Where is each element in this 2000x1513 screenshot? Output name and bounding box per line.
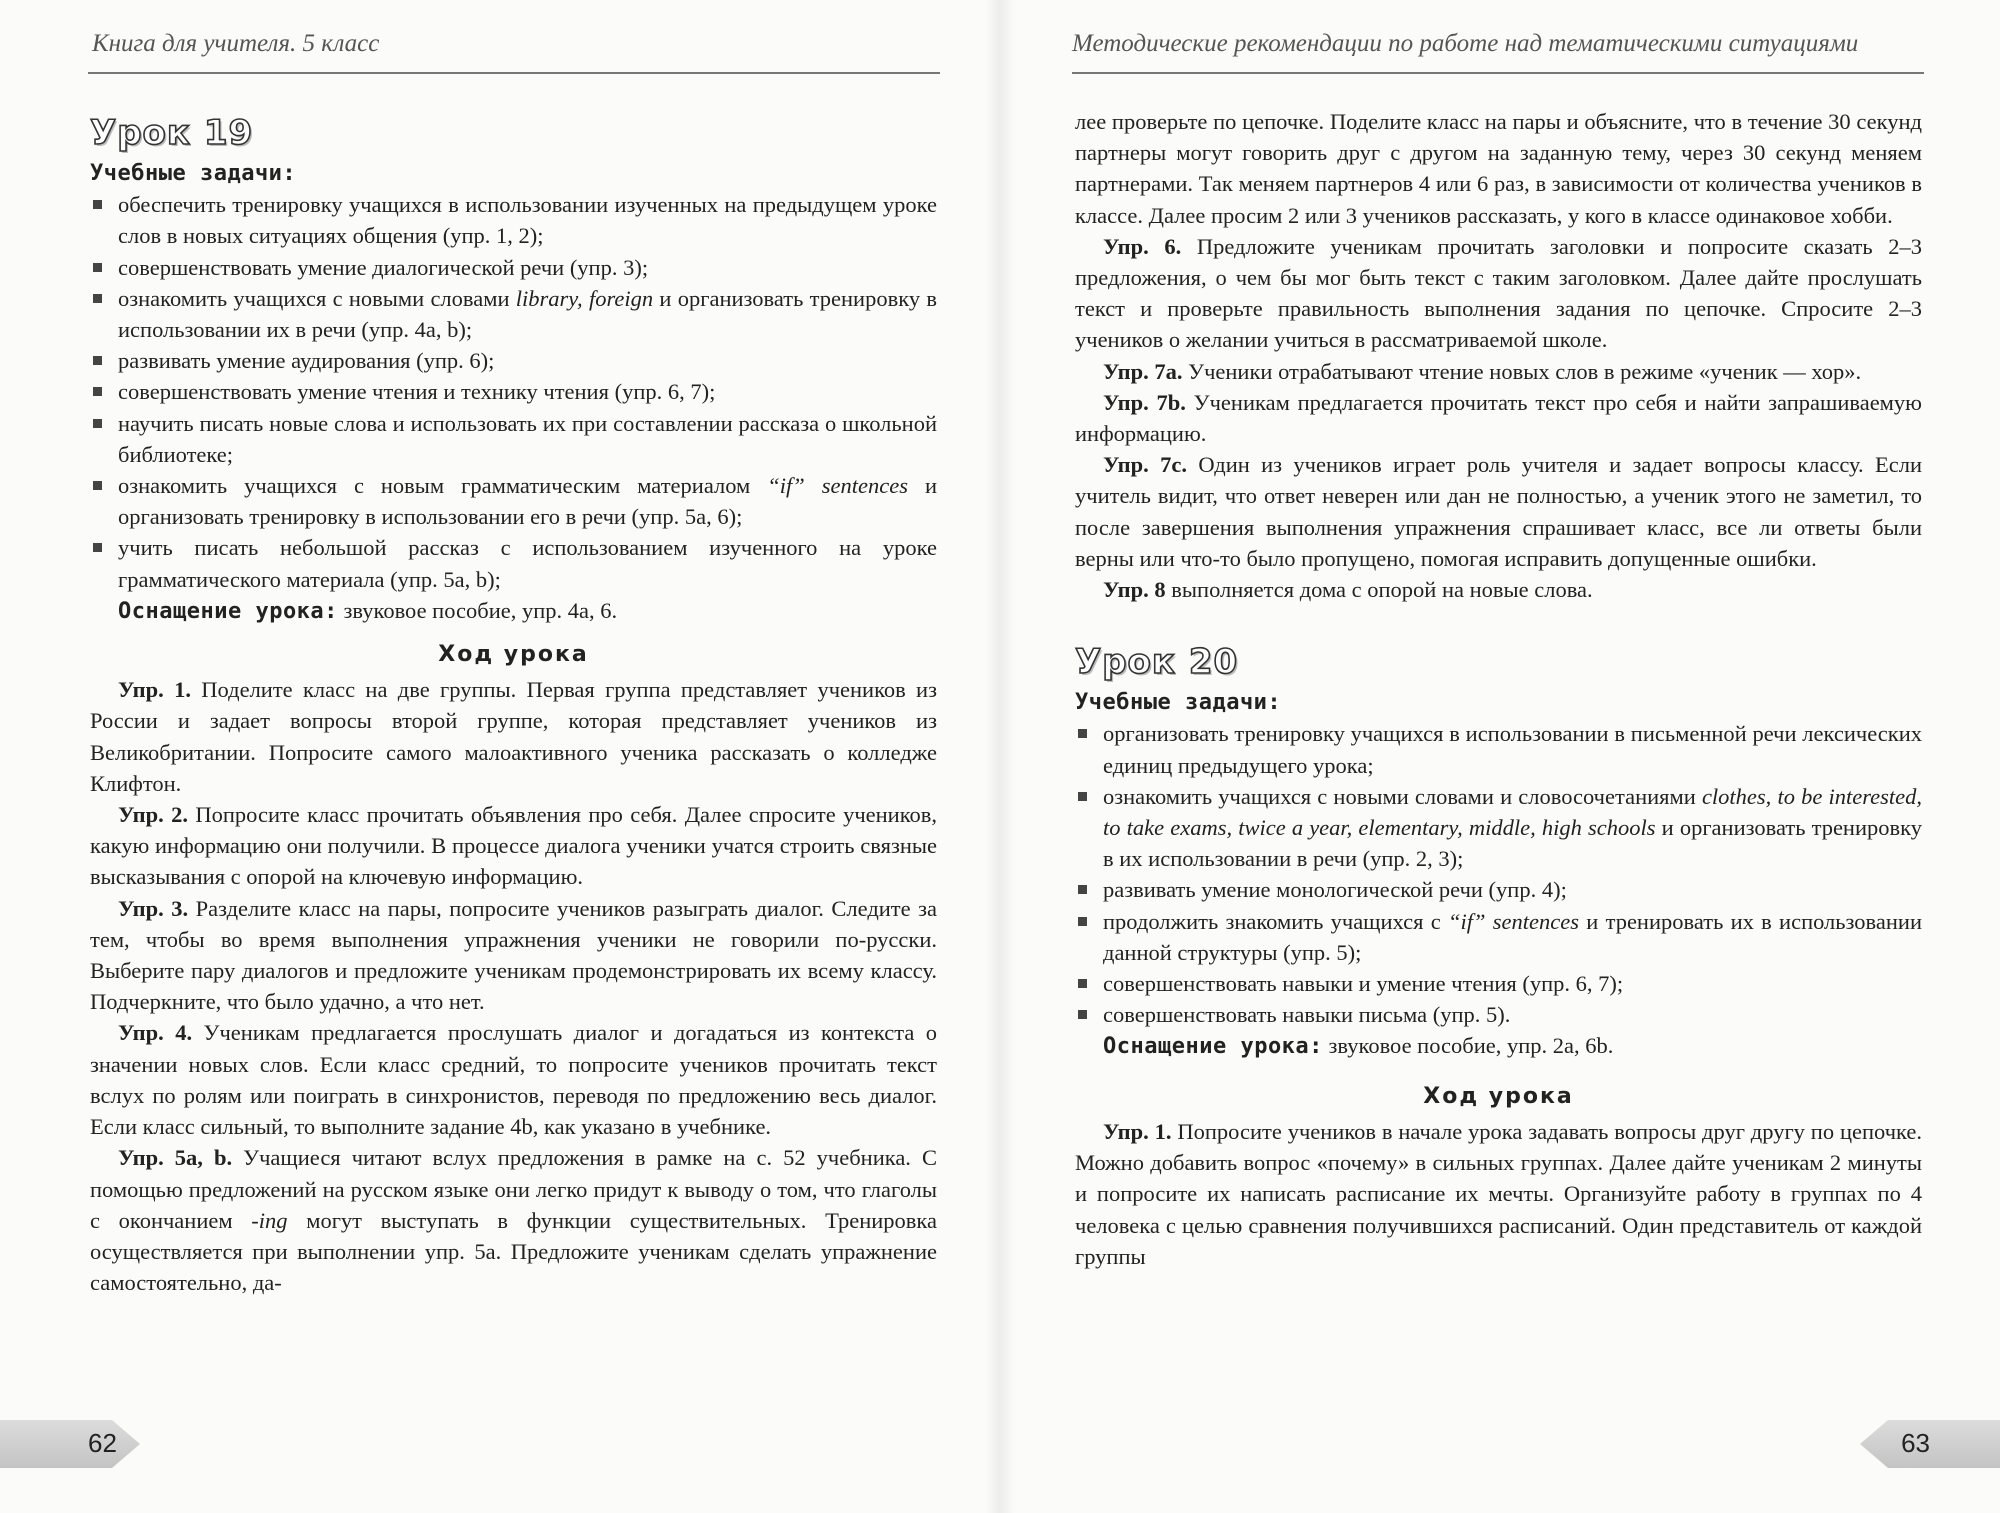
header-rule (1072, 72, 1924, 74)
tasks-label: Учебные задачи: (1075, 690, 1282, 716)
exercise-paragraph: Упр. 2. Попросите класс прочитать объявления про себя. Далее спросите учеников, какую информацию они получили. В процессе диалога ученики учатся строить связные высказывания с опорой на ключевую информацию. (90, 802, 937, 890)
page-number: 62 (88, 1428, 117, 1458)
exercise-paragraph: Упр. 3. Разделите класс на пары, попросите учеников разыграть диалог. Следите за тем, чтобы во время выполнения упражнения ученики не говорили по-русски. Выберите пару диалогов и предложите ученикам продемонстрировать их всему классу. Подчеркните, что было удачно, а что нет. (90, 895, 937, 1015)
list-item: ознакомить учащихся с новым грамматическим материалом “if” sentences и организовать тренировку в использовании его в речи (упр. 5а, 6); (90, 470, 937, 532)
exercise-paragraph: Упр. 7а. Ученики отрабатывают чтение новых слов в режиме «ученик — хор». (1103, 358, 1862, 384)
exercise-paragraph: Упр. 1. Попросите учеников в начале урока задавать вопросы друг другу по цепочке. Можно добавить вопрос «почему» в сильных группах. Далее дайте ученикам 2 минуты и попросите их написать расписание их мечты. Организуйте работу в группах по 4 человека с целью сравнения получившихся расписаний. Один представитель от каждой группы (1075, 1118, 1922, 1269)
list-item: совершенствовать навыки и умение чтения (упр. 6, 7); (1075, 968, 1922, 999)
exercise-paragraph: Упр. 4. Ученикам предлагается прослушать диалог и догадаться из контекста о значении новых слов. Если класс средний, то попросите учеников прочитать текст вслух по ролям или поиграть в синхронистов, переводя по предложению весь диалог. Если класс сильный, то выполните задание 4b, как указано в учебнике. (90, 1020, 937, 1140)
equipment-line: Оснащение урока: звуковое пособие, упр. 4а, 6. (118, 597, 618, 624)
list-item: совершенствовать умение диалогической речи (упр. 3); (90, 252, 937, 283)
list-item: совершенствовать умение чтения и технику чтения (упр. 6, 7); (90, 376, 937, 407)
page-number-tab (0, 1420, 140, 1468)
tasks-list (90, 189, 937, 595)
list-item: научить писать новые слова и использовать их при составлении рассказа о школьной библиотеке; (90, 408, 937, 470)
right-page (1000, 0, 2000, 1513)
exercise-paragraph: Упр. 6. Предложите ученикам прочитать заголовки и попросите сказать 2–3 предложения, о чем бы мог быть текст с таким заголовком. Далее дайте прослушать текст и проверьте правильность выполнения задания по цепочке. Спросите 2–3 учеников о желании учиться в рассматриваемой школе. (1075, 233, 1922, 353)
section-heading: Ход урока (1423, 1083, 1574, 1109)
list-item: обеспечить тренировку учащихся в использовании изученных на предыдущем уроке слов в новых ситуациях общения (упр. 1, 2); (90, 189, 937, 251)
list-item: ознакомить учащихся с новыми словами library, foreign и организовать тренировку в использовании их в речи (упр. 4а, b); (90, 283, 937, 345)
list-item: ознакомить учащихся с новыми словами и словосочетаниями clothes, to be interested, to take exams, twice a year, elementary, middle, high schools и организовать тренировку в их использовании в речи (упр. 2, 3); (1075, 781, 1922, 875)
continuation-paragraph: лее проверьте по цепочке. Поделите класс на пары и объясните, что в течение 30 секунд партнеры могут говорить друг с другом на заданную тему, через 30 секунд меняем партнерами. Так меняем партнеров 4 или 6 раз, в зависимости от количества учеников в классе. Далее просим 2 или 3 учеников рассказать, у кого в классе одинаковое хобби. (1075, 109, 1922, 228)
page-number-tab (1860, 1420, 2000, 1468)
equipment-line: Оснащение урока: звуковое пособие, упр. 2а, 6b. (1103, 1033, 1614, 1060)
section-heading: Ход урока (438, 642, 589, 668)
header-rule (88, 72, 940, 74)
tasks-list (1075, 718, 1922, 1030)
exercise-paragraph: Упр. 1. Поделите класс на две группы. Первая группа представляет учеников из России и задает вопросы второй группе, которая представляет учеников из Великобритании. Попросите самого малоактивного ученика рассказать о колледже Клифтон. (90, 677, 937, 796)
list-item: организовать тренировку учащихся в использовании в письменной речи лексических единиц предыдущего урока; (1075, 718, 1922, 780)
text-column (90, 98, 937, 1298)
text-column (1075, 106, 1922, 1272)
exercise-paragraph: Упр. 8 выполняется дома с опорой на новые слова. (1103, 577, 1593, 603)
exercise-paragraph: Упр. 5а, b. Учащиеся читают вслух предложения в рамке на с. 52 учебника. С помощью предложений на русском языке они легко придут к выводу о том, что глаголы с окончанием -ing могут выступать в функции существительных. Тренировка осуществляется при выполнении упр. 5а. Предложите ученикам сделать упражнение самостоятельно, да- (90, 1145, 937, 1296)
list-item: развивать умение аудирования (упр. 6); (90, 345, 937, 376)
exercise-paragraph: Упр. 7с. Один из учеников играет роль учителя и задает вопросы классу. Если учитель видит, что ответ неверен или дан не полностью, а ученик этого не заметил, то после завершения выполнения упражнения спрашивает класс, все ли ответы были верны или что-то было пропущено, помогая исправить допущенные ошибки. (1075, 452, 1922, 571)
exercise-paragraph: Упр. 7b. Ученикам предлагается прочитать текст про себя и найти запрашиваемую информацию. (1075, 389, 1922, 447)
lesson-title: Урок 19 (90, 113, 254, 153)
list-item: продолжить знакомить учащихся с “if” sentences и тренировать их в использовании данной структуры (упр. 5); (1075, 906, 1922, 968)
list-item: учить писать небольшой рассказ с использованием изученного на уроке грамматического материала (упр. 5а, b); (90, 532, 937, 594)
list-item: совершенствовать навыки письма (упр. 5). (1075, 999, 1922, 1030)
tasks-label: Учебные задачи: (90, 161, 297, 186)
lesson-title: Урок 20 (1075, 642, 1239, 683)
page-number: 63 (1901, 1428, 1930, 1458)
running-head: Методические рекомендации по работе над тематическими ситуациями (1072, 30, 1859, 57)
list-item: развивать умение монологической речи (упр. 4); (1075, 874, 1922, 905)
spacer (1075, 605, 1922, 627)
running-head: Книга для учителя. 5 класс (92, 30, 380, 57)
